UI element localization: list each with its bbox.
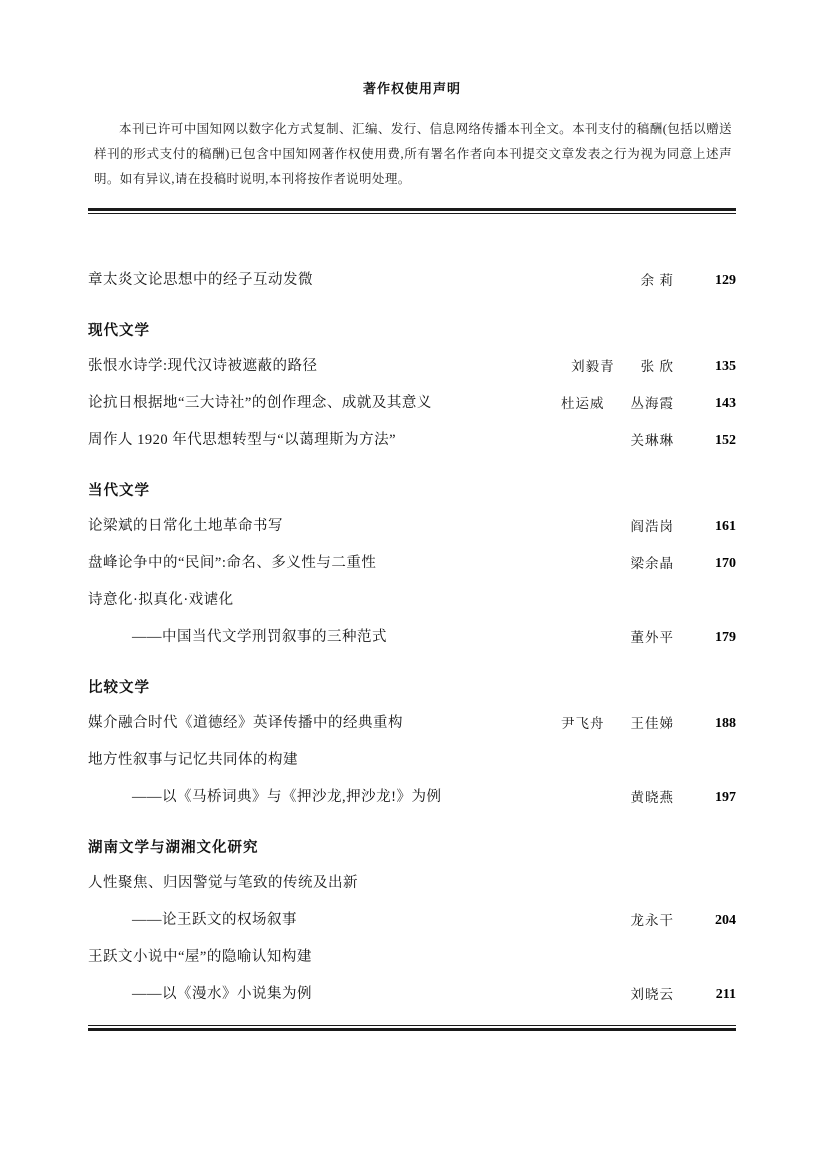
- section-heading-comparative-literature: 比较文学: [88, 680, 150, 696]
- toc-entry[interactable]: [88, 871, 736, 892]
- toc-entry-authors: [535, 392, 674, 412]
- author-name: 刘晓云: [630, 987, 674, 1002]
- toc-entry-page[interactable]: 204: [715, 913, 736, 928]
- toc-entry-authors: [615, 269, 674, 289]
- toc-entry-title: 王跃文小说中“屋”的隐喻认知构建: [88, 949, 312, 965]
- author-name: 黄晓燕: [630, 790, 674, 805]
- toc-entry[interactable]: [88, 748, 736, 769]
- statement-paragraph: 本刊已许可中国知网以数字化方式复制、汇编、发行、信息网络传播本刊全文。本刊支付的稿酬(包括以赠送样刊的形式支付的稿酬)已包含中国知网著作权使用费,所有署名作者向本刊提交文章发表之行为视为同意上述声明。如有异议,请在投稿时说明,本刊将按作者说明处理。: [94, 122, 732, 186]
- toc-entry-page[interactable]: 129: [715, 273, 736, 288]
- section-heading-hunan-literature: 湖南文学与湖湘文化研究: [88, 840, 259, 856]
- toc-entry-authors: [545, 355, 674, 375]
- toc-entry-sub[interactable]: [88, 625, 736, 646]
- author-name: 杜运威: [561, 396, 605, 411]
- author-name: 丛海霞: [630, 396, 674, 411]
- toc-entry-title: 地方性叙事与记忆共同体的构建: [88, 752, 298, 768]
- toc-entry[interactable]: [88, 588, 736, 609]
- toc-entry-sub[interactable]: [88, 785, 736, 806]
- toc-entry-subtitle: ——以《漫水》小说集为例: [132, 986, 312, 1002]
- toc-entry-subtitle: ——中国当代文学刑罚叙事的三种范式: [132, 629, 387, 645]
- toc-entry-page[interactable]: 188: [715, 716, 736, 731]
- author-name: 尹飞舟: [561, 716, 605, 731]
- divider-bottom: [88, 1025, 736, 1031]
- section-heading-modern-literature: 现代文学: [88, 323, 150, 339]
- toc-entry-authors: [605, 626, 675, 646]
- toc-entry-title: 人性聚焦、归因警觉与笔致的传统及出新: [88, 875, 358, 891]
- toc-entry-authors: [605, 515, 675, 535]
- toc-entry-authors: [535, 712, 674, 732]
- author-name: 关琳琳: [630, 433, 674, 448]
- toc-entry-title: 诗意化·拟真化·戏谑化: [88, 592, 234, 608]
- toc-entry-title: 张恨水诗学:现代汉诗被遮蔽的路径: [88, 358, 318, 374]
- author-name: 阎浩岗: [630, 519, 674, 534]
- table-of-contents: [88, 214, 736, 1003]
- toc-entry[interactable]: [88, 945, 736, 966]
- toc-entry[interactable]: [88, 354, 736, 375]
- author-name: 王佳娣: [630, 716, 674, 731]
- page-content: [88, 78, 736, 1031]
- toc-entry-sub[interactable]: [88, 982, 736, 1003]
- toc-entry-authors: [605, 552, 675, 572]
- toc-entry-sub[interactable]: [88, 908, 736, 929]
- toc-entry-page[interactable]: 211: [715, 987, 736, 1002]
- toc-entry[interactable]: [88, 391, 736, 412]
- toc-entry-authors: [605, 429, 675, 449]
- toc-entry-page[interactable]: 135: [715, 359, 736, 374]
- toc-entry-authors: [605, 983, 675, 1003]
- toc-entry-title: 盘峰论争中的“民间”:命名、多义性与二重性: [88, 555, 377, 571]
- toc-entry-title: 论梁斌的日常化土地革命书写: [88, 518, 283, 534]
- author-name: 梁余晶: [630, 556, 674, 571]
- toc-entry-subtitle: ——论王跃文的权场叙事: [132, 912, 297, 928]
- toc-entry[interactable]: [88, 514, 736, 535]
- toc-entry-page[interactable]: 179: [715, 630, 736, 645]
- author-name: 张 欣: [640, 359, 674, 374]
- toc-entry-subtitle: ——以《马桥词典》与《押沙龙,押沙龙!》为例: [132, 789, 442, 805]
- toc-entry[interactable]: [88, 428, 736, 449]
- toc-entry-title: 论抗日根据地“三大诗社”的创作理念、成就及其意义: [88, 395, 432, 411]
- section-heading-contemporary-literature: 当代文学: [88, 483, 150, 499]
- author-name: 余 莉: [640, 273, 674, 288]
- author-name: 刘毅青: [571, 359, 615, 374]
- author-name: 龙永干: [630, 913, 674, 928]
- toc-entry[interactable]: [88, 551, 736, 572]
- toc-entry-page[interactable]: 170: [715, 556, 736, 571]
- toc-entry-authors: [605, 786, 675, 806]
- statement-body: [88, 117, 736, 192]
- toc-entry-title: 章太炎文论思想中的经子互动发微: [88, 272, 313, 288]
- toc-entry-page[interactable]: 152: [715, 433, 736, 448]
- toc-entry-page[interactable]: 161: [715, 519, 736, 534]
- author-name: 董外平: [630, 630, 674, 645]
- statement-title: 著作权使用声明: [362, 81, 461, 96]
- toc-entry[interactable]: [88, 711, 736, 732]
- copyright-statement: [88, 78, 736, 192]
- toc-entry-title: 媒介融合时代《道德经》英译传播中的经典重构: [88, 715, 403, 731]
- toc-entry-page[interactable]: 143: [715, 396, 736, 411]
- toc-entry-page[interactable]: 197: [715, 790, 736, 805]
- toc-entry-title: 周作人 1920 年代思想转型与“以蔼理斯为方法”: [88, 432, 397, 448]
- toc-entry[interactable]: [88, 268, 736, 289]
- toc-entry-authors: [605, 909, 675, 929]
